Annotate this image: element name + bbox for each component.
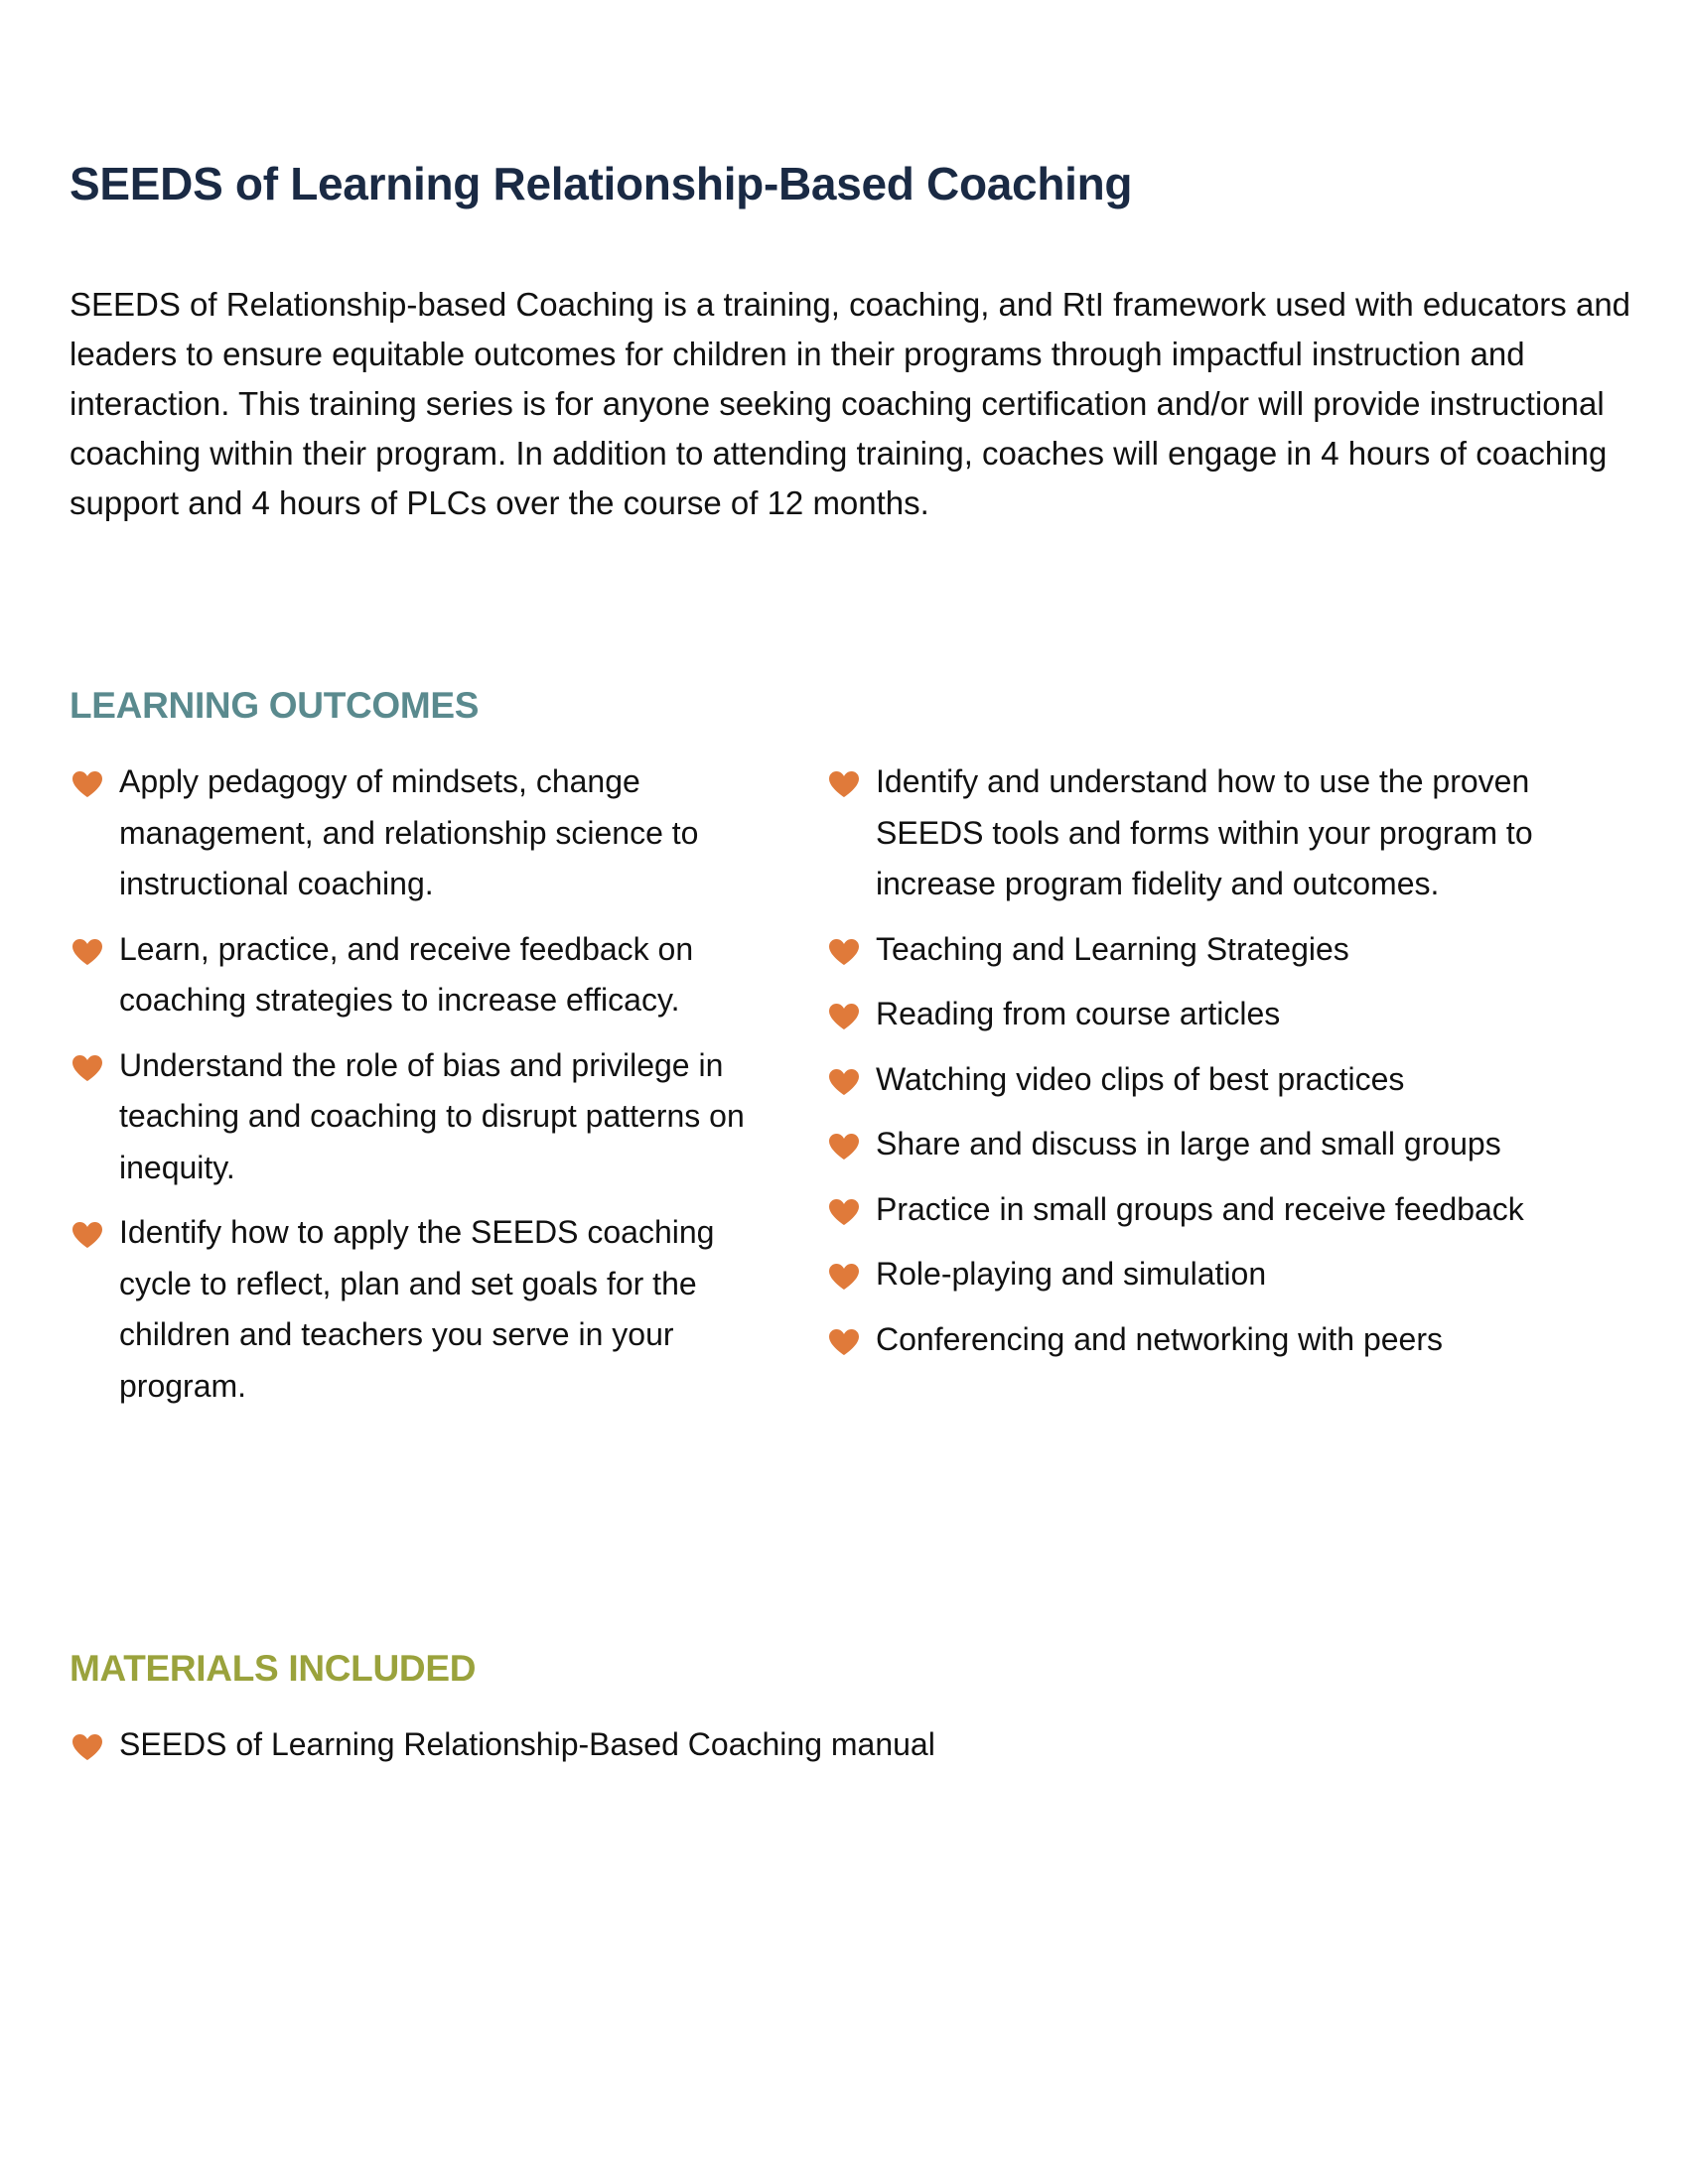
heart-icon [828, 1263, 860, 1291]
heart-icon [71, 770, 103, 798]
learning-outcomes-list-right [826, 756, 1541, 1379]
learning-outcomes-list-left [70, 756, 755, 1426]
heart-icon [828, 938, 860, 966]
heart-icon [71, 1733, 103, 1761]
list-item [826, 989, 1541, 1040]
list-item-text: Share and discuss in large and small groups [876, 1126, 1501, 1161]
list-item-text: Teaching and Learning Strategies [876, 930, 1349, 967]
list-item [70, 756, 755, 910]
intro-paragraph: SEEDS of Relationship-based Coaching is a training, coaching, and RtI framework used with educators and leaders to ensure equitable outcomes for children in their programs through impactful instruction and interaction. This training series is for anyone seeking coaching certification and/or will provide instructional coaching within their program. In addition to attending training, coaches will engage in 4 hours of coaching support and 4 hours of PLCs over the course of 12 months. [70, 286, 1631, 521]
heart-icon [71, 1054, 103, 1082]
document-title: SEEDS of Learning Relationship-Based Coaching [70, 158, 1133, 209]
heart-icon [828, 1328, 860, 1356]
heart-icon [71, 938, 103, 966]
list-item-text: Identify and understand how to use the proven SEEDS tools and forms within your program to increase program fidelity and outcomes. [876, 763, 1533, 901]
list-item [70, 1719, 1261, 1771]
list-item-text: Role-playing and simulation [876, 1256, 1267, 1292]
list-item-text: Reading from course articles [876, 996, 1281, 1031]
learning-outcomes-heading: LEARNING OUTCOMES [70, 685, 480, 726]
heart-icon [828, 770, 860, 798]
list-item [826, 1314, 1541, 1366]
heart-icon [828, 1003, 860, 1030]
list-item [70, 1207, 755, 1412]
materials-included-list [70, 1719, 1261, 1785]
heart-icon [71, 1221, 103, 1249]
list-item [826, 1184, 1541, 1236]
list-item-text: SEEDS of Learning Relationship-Based Coaching manual [119, 1726, 935, 1762]
list-item [826, 756, 1541, 910]
list-item-text: Apply pedagogy of mindsets, change management, and relationship science to instructional coaching. [119, 763, 699, 901]
heart-icon [828, 1133, 860, 1160]
heart-icon [828, 1198, 860, 1226]
list-item-text: Practice in small groups and receive feedback [876, 1190, 1524, 1227]
list-item-text: Learn, practice, and receive feedback on coaching strategies to increase efficacy. [119, 930, 694, 1018]
list-item [826, 1119, 1541, 1170]
list-item [826, 924, 1541, 976]
heart-icon [828, 1068, 860, 1096]
list-item-text: Watching video clips of best practices [876, 1060, 1405, 1097]
list-item [826, 1054, 1541, 1106]
materials-included-heading: MATERIALS INCLUDED [70, 1648, 477, 1689]
list-item [826, 1249, 1541, 1300]
list-item [70, 1040, 755, 1194]
list-item-text: Understand the role of bias and privilege in teaching and coaching to disrupt patterns on inequity. [119, 1046, 745, 1185]
list-item-text: Conferencing and networking with peers [876, 1320, 1443, 1357]
list-item [70, 924, 755, 1026]
list-item-text: Identify how to apply the SEEDS coaching cycle to reflect, plan and set goals for the children and teachers you serve in your program. [119, 1214, 715, 1404]
